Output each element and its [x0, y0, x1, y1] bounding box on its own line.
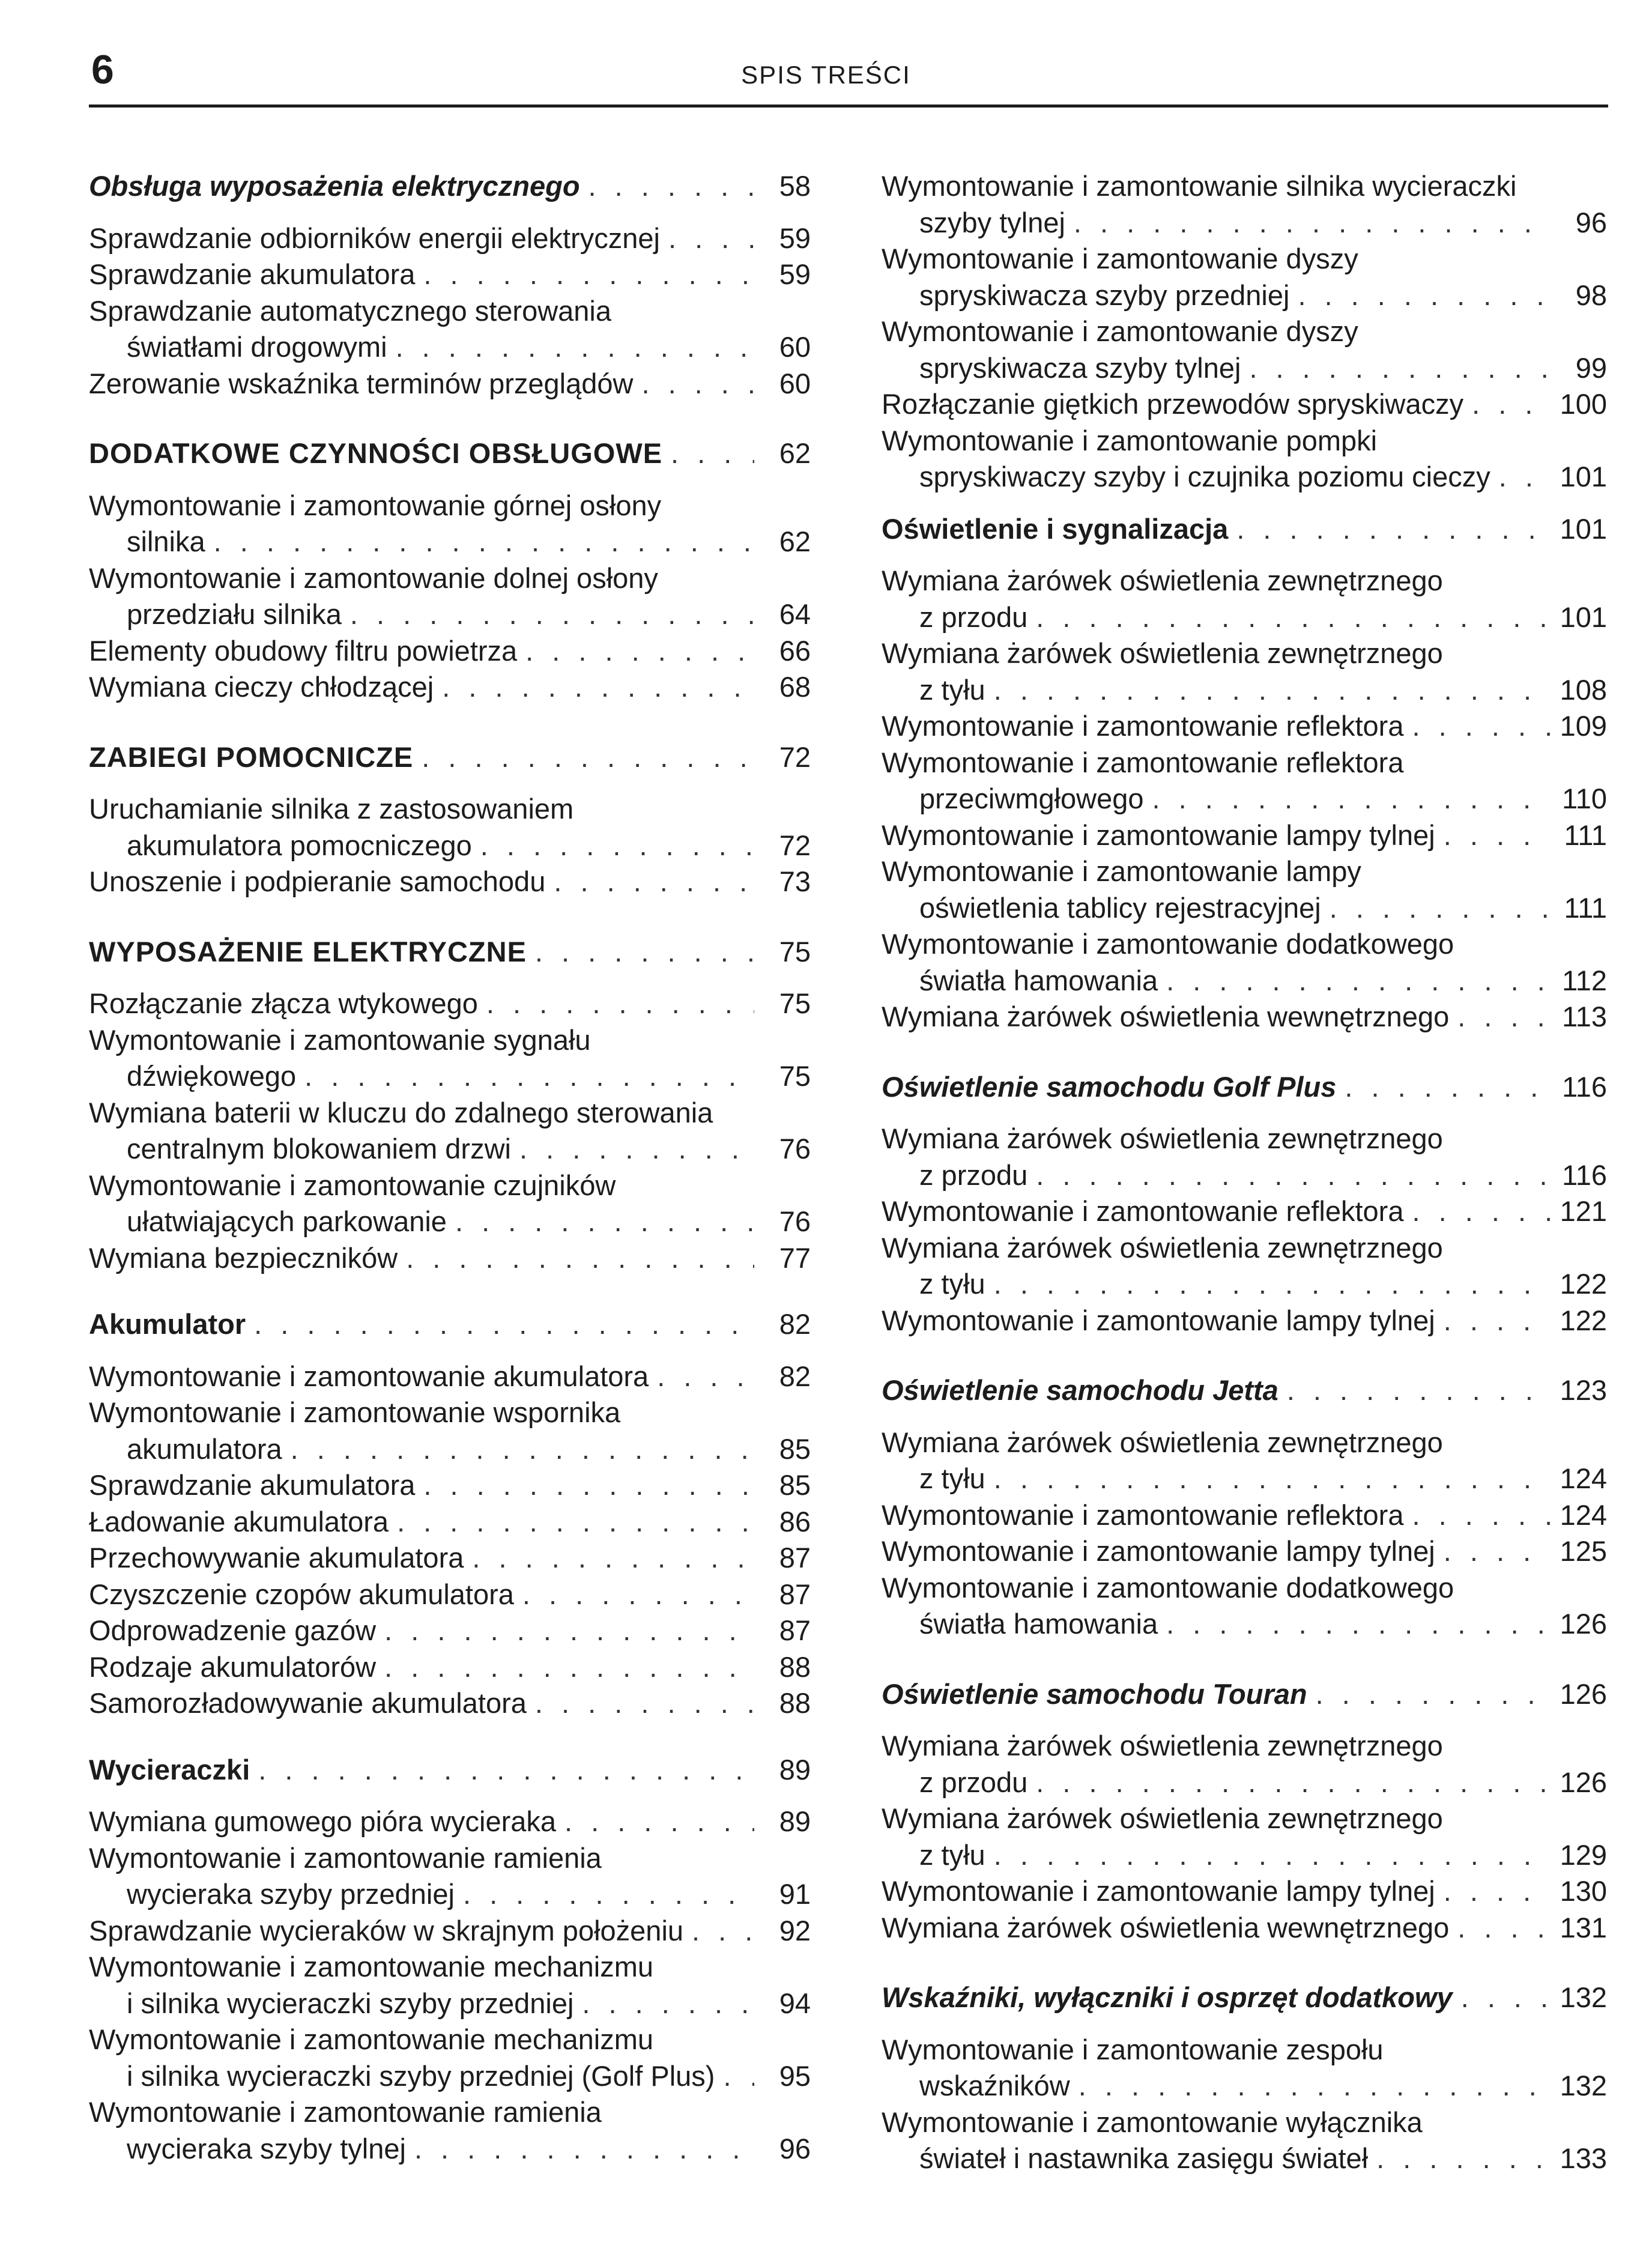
toc-entry-line[interactable]: Wymiana żarówek oświetlenia zewnętrznego	[882, 1426, 1443, 1458]
toc-section[interactable]: Obsługa wyposażenia elektrycznego . . . 58	[89, 168, 811, 205]
toc-entry-line[interactable]: Wymontowanie i zamontowanie dolnej osłony	[89, 562, 658, 594]
toc-entry[interactable]: wskaźników . . . 132	[882, 2068, 1607, 2104]
toc-section[interactable]: Wycieraczki . . . 89	[89, 1752, 811, 1789]
toc-entry[interactable]: Wymiana żarówek oświetlenia wewnętrznego . . . 131	[882, 1910, 1607, 1946]
toc-entry[interactable]: Rodzaje akumulatorów . . . 88	[89, 1649, 811, 1686]
toc-section[interactable]: Oświetlenie samochodu Touran . . . 126	[882, 1676, 1607, 1713]
toc-entry-line[interactable]: Wymiana żarówek oświetlenia zewnętrznego	[882, 565, 1443, 596]
toc-entry-line[interactable]: Wymontowanie i zamontowanie wspornika	[89, 1396, 621, 1428]
toc-entry[interactable]: Wymontowanie i zamontowanie lampy tylnej . . . 122	[882, 1303, 1607, 1339]
toc-section[interactable]: Oświetlenie samochodu Golf Plus . . . 116	[882, 1069, 1607, 1106]
toc-entry[interactable]: akumulatora pomocniczego . . . 72	[89, 828, 811, 864]
toc-entry[interactable]: światła hamowania . . . 112	[882, 963, 1607, 999]
toc-entry-line[interactable]: Wymontowanie i zamontowanie dodatkowego	[882, 928, 1454, 960]
toc-entry[interactable]: spryskiwacza szyby przedniej . . . 98	[882, 277, 1607, 314]
toc-entry[interactable]: z przodu . . . 116	[882, 1157, 1607, 1194]
toc-entry[interactable]: Wymiana żarówek oświetlenia wewnętrznego . . . 113	[882, 999, 1607, 1035]
toc-entry-line[interactable]: Wymontowanie i zamontowanie zespołu	[882, 2033, 1384, 2065]
toc-entry[interactable]: Unoszenie i podpieranie samochodu . . . 73	[89, 864, 811, 900]
toc-column-left	[89, 168, 811, 2167]
toc-entry[interactable]: akumulatora . . . 85	[89, 1431, 811, 1468]
toc-entry[interactable]: spryskiwaczy szyby i czujnika poziomu cieczy . . . 101	[882, 459, 1607, 495]
toc-entry-line[interactable]: Wymontowanie i zamontowanie reflektora	[882, 746, 1404, 778]
toc-entry-line[interactable]: Wymontowanie i zamontowanie czujników	[89, 1169, 616, 1201]
toc-entry[interactable]: Wymontowanie i zamontowanie reflektora . . . 109	[882, 708, 1607, 745]
toc-column-right	[882, 168, 1607, 2177]
toc-entry[interactable]: Rozłączanie giętkich przewodów spryskiwaczy . . . 100	[882, 386, 1607, 423]
toc-entry[interactable]: z tyłu . . . 108	[882, 672, 1607, 709]
toc-entry-line[interactable]: Wymontowanie i zamontowanie dyszy	[882, 315, 1358, 347]
toc-section[interactable]: ZABIEGI POMOCNICZE . . . 72	[89, 739, 811, 776]
toc-entry[interactable]: przeciwmgłowego . . . 110	[882, 781, 1607, 817]
toc-entry[interactable]: Wymiana cieczy chłodzącej . . . 68	[89, 669, 811, 706]
toc-entry-line[interactable]: Wymontowanie i zamontowanie silnika wycieraczki	[882, 170, 1517, 202]
toc-entry[interactable]: i silnika wycieraczki szyby przedniej . . . 94	[89, 1986, 811, 2022]
toc-entry[interactable]: silnika . . . 62	[89, 524, 811, 560]
toc-entry-line[interactable]: Wymiana żarówek oświetlenia zewnętrznego	[882, 1802, 1443, 1834]
toc-section[interactable]: WYPOSAŻENIE ELEKTRYCZNE . . . 75	[89, 934, 811, 971]
toc-entry-line[interactable]: Wymontowanie i zamontowanie ramienia	[89, 2096, 602, 2128]
toc-entry[interactable]: Przechowywanie akumulatora . . . 87	[89, 1540, 811, 1577]
toc-entry[interactable]: Wymontowanie i zamontowanie lampy tylnej . . . 130	[882, 1873, 1607, 1910]
toc-entry[interactable]: z tyłu . . . 122	[882, 1266, 1607, 1303]
toc-entry-line[interactable]: Wymontowanie i zamontowanie dyszy	[882, 243, 1358, 274]
toc-entry-line[interactable]: Sprawdzanie automatycznego sterowania	[89, 294, 612, 327]
toc-entry[interactable]: Sprawdzanie akumulatora . . . 85	[89, 1467, 811, 1504]
toc-entry[interactable]: Samorozładowywanie akumulatora . . . 88	[89, 1685, 811, 1722]
toc-entry[interactable]: światłami drogowymi . . . 60	[89, 329, 811, 366]
toc-entry[interactable]: światła hamowania . . . 126	[882, 1606, 1607, 1643]
toc-entry-line[interactable]: Wymontowanie i zamontowanie dodatkowego	[882, 1571, 1454, 1604]
toc-entry[interactable]: wycieraka szyby tylnej . . . 96	[89, 2131, 811, 2168]
toc-entry[interactable]: z przodu . . . 101	[882, 599, 1607, 636]
toc-entry[interactable]: Wymontowanie i zamontowanie lampy tylnej . . . 111	[882, 817, 1607, 854]
toc-entry-line[interactable]: Wymiana żarówek oświetlenia zewnętrznego	[882, 1730, 1443, 1762]
toc-entry[interactable]: oświetlenia tablicy rejestracyjnej . . . 111	[882, 890, 1607, 927]
toc-entry[interactable]: Sprawdzanie akumulatora . . . 59	[89, 256, 811, 293]
toc-entry-line[interactable]: Wymontowanie i zamontowanie mechanizmu	[89, 1951, 653, 1983]
toc-entry[interactable]: Wymiana bezpieczników . . . 77	[89, 1240, 811, 1277]
toc-entry[interactable]: spryskiwacza szyby tylnej . . . 99	[882, 350, 1607, 387]
toc-entry[interactable]: Ładowanie akumulatora . . . 86	[89, 1504, 811, 1541]
toc-entry[interactable]: Wymontowanie i zamontowanie lampy tylnej . . . 125	[882, 1533, 1607, 1570]
toc-entry[interactable]: Wymontowanie i zamontowanie reflektora . . . 124	[882, 1497, 1607, 1534]
toc-entry[interactable]: Zerowanie wskaźnika terminów przeglądów . . . 60	[89, 366, 811, 402]
toc-entry[interactable]: z przodu . . . 126	[882, 1765, 1607, 1801]
toc-entry-line[interactable]: Wymontowanie i zamontowanie górnej osłony	[89, 489, 662, 521]
toc-entry[interactable]: i silnika wycieraczki szyby przedniej (Golf Plus) . . . 95	[89, 2058, 811, 2095]
toc-entry-line[interactable]: Wymontowanie i zamontowanie wyłącznika	[882, 2106, 1423, 2138]
page-title: SPIS TREŚCI	[741, 61, 911, 89]
toc-entry[interactable]: Sprawdzanie wycieraków w skrajnym położeniu . . . 92	[89, 1913, 811, 1950]
toc-section[interactable]: Akumulator . . . 82	[89, 1306, 811, 1343]
toc-entry[interactable]: świateł i nastawnika zasięgu świateł . . . 133	[882, 2140, 1607, 2177]
toc-entry-line[interactable]: Wymontowanie i zamontowanie mechanizmu	[89, 2023, 653, 2055]
toc-entry[interactable]: dźwiękowego . . . 75	[89, 1058, 811, 1095]
toc-entry-line[interactable]: Wymontowanie i zamontowanie ramienia	[89, 1841, 602, 1874]
toc-entry[interactable]: Odprowadzenie gazów . . . 87	[89, 1613, 811, 1649]
toc-entry-line[interactable]: Wymiana baterii w kluczu do zdalnego sterowania	[89, 1096, 713, 1129]
toc-entry[interactable]: szyby tylnej . . . 96	[882, 205, 1607, 241]
toc-entry-line[interactable]: Wymontowanie i zamontowanie sygnału	[89, 1023, 591, 1056]
toc-entry[interactable]: Sprawdzanie odbiorników energii elektrycznej . . . 59	[89, 220, 811, 257]
header-rule	[89, 105, 1608, 108]
toc-entry-line[interactable]: Wymontowanie i zamontowanie pompki	[882, 424, 1378, 456]
toc-section[interactable]: Wskaźniki, wyłączniki i osprzęt dodatkowy . . . 132	[882, 1980, 1607, 2016]
toc-entry[interactable]: Wymontowanie i zamontowanie akumulatora . . . 82	[89, 1359, 811, 1395]
toc-entry[interactable]: wycieraka szyby przedniej . . . 91	[89, 1876, 811, 1913]
toc-entry[interactable]: Elementy obudowy filtru powietrza . . . 66	[89, 633, 811, 670]
toc-section[interactable]: Oświetlenie samochodu Jetta . . . 123	[882, 1372, 1607, 1409]
page-number: 6	[91, 47, 114, 92]
toc-entry[interactable]: Czyszczenie czopów akumulatora . . . 87	[89, 1577, 811, 1613]
toc-section[interactable]: Oświetlenie i sygnalizacja . . . 101	[882, 511, 1607, 548]
toc-section[interactable]: DODATKOWE CZYNNOŚCI OBSŁUGOWE . . . 62	[89, 435, 811, 472]
toc-entry[interactable]: przedziału silnika . . . 64	[89, 596, 811, 633]
toc-entry[interactable]: z tyłu . . . 129	[882, 1837, 1607, 1874]
toc-entry[interactable]: Rozłączanie złącza wtykowego . . . 75	[89, 986, 811, 1022]
toc-entry[interactable]: Wymontowanie i zamontowanie reflektora . . . 121	[882, 1193, 1607, 1230]
toc-entry[interactable]: Wymiana gumowego pióra wycieraka . . . 89	[89, 1804, 811, 1840]
toc-entry[interactable]: z tyłu . . . 124	[882, 1461, 1607, 1497]
toc-entry-line[interactable]: Wymiana żarówek oświetlenia zewnętrznego	[882, 1231, 1443, 1264]
toc-entry[interactable]: centralnym blokowaniem drzwi . . . 76	[89, 1131, 811, 1168]
toc-entry-line[interactable]: Wymiana żarówek oświetlenia zewnętrznego	[882, 637, 1443, 669]
toc-entry[interactable]: ułatwiających parkowanie . . . 76	[89, 1204, 811, 1240]
toc-entry-line[interactable]: Uruchamianie silnika z zastosowaniem	[89, 793, 574, 825]
toc-entry-line[interactable]: Wymontowanie i zamontowanie lampy	[882, 855, 1361, 887]
toc-entry-line[interactable]: Wymiana żarówek oświetlenia zewnętrznego	[882, 1122, 1443, 1154]
